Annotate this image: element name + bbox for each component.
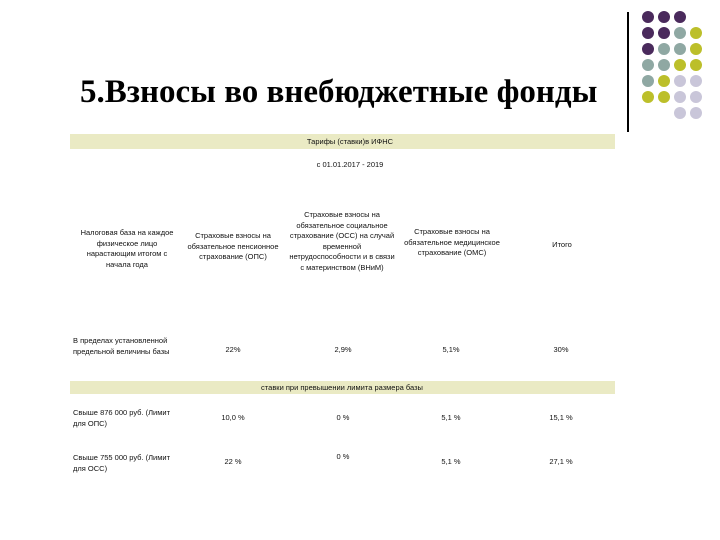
decor-dot <box>642 59 654 71</box>
cell-oms: 5,1 % <box>441 413 461 422</box>
row-label: Свыше 755 000 руб. (Лимит для ОСС) <box>73 453 171 473</box>
decor-dot <box>658 75 670 87</box>
cell-oss: 0 % <box>336 413 350 422</box>
decor-dot <box>674 11 686 23</box>
row-label: В пределах установленной предельной величины базы <box>73 336 170 356</box>
title-divider-line <box>627 12 629 132</box>
period-label: с 01.01.2017 - 2019 <box>316 160 384 169</box>
decor-dot <box>642 91 654 103</box>
decor-dot <box>690 59 702 71</box>
cell-ops: 22% <box>225 345 241 354</box>
decor-dot <box>690 43 702 55</box>
decor-dot <box>642 27 654 39</box>
cell-total: 30% <box>553 345 569 354</box>
decor-dot <box>658 43 670 55</box>
decor-dot <box>642 11 654 23</box>
column-header-ops: Страховые взносы на обязательное пенсионное страхование (ОПС) <box>187 231 279 261</box>
decor-dot <box>674 27 686 39</box>
decor-dot <box>658 11 670 23</box>
row-label: Свыше 876 000 руб. (Лимит для ОПС) <box>73 408 171 428</box>
decor-dot <box>674 91 686 103</box>
cell-total: 27,1 % <box>549 457 573 466</box>
cell-oss: 0 % <box>336 452 350 461</box>
decor-dot <box>674 43 686 55</box>
slide-title: 5.Взносы во внебюджетные фонды <box>80 74 598 110</box>
decor-dot <box>690 27 702 39</box>
decor-dot <box>690 75 702 87</box>
exceed-band-label: ставки при превышении лимита размера базы <box>261 383 423 392</box>
cell-oms: 5,1 % <box>441 457 461 466</box>
column-header-oms: Страховые взносы на обязательное медицинское страхование (ОМС) <box>404 227 500 257</box>
column-header-total: Итого <box>552 240 572 249</box>
cell-oss: 2,9% <box>334 345 352 354</box>
cell-oms: 5,1% <box>442 345 460 354</box>
decor-dot <box>658 91 670 103</box>
column-header-base: Налоговая база на каждое физическое лицо нарастающим итогом с начала года <box>80 228 174 269</box>
decor-dot <box>642 75 654 87</box>
decor-dot <box>674 59 686 71</box>
decor-dot <box>658 59 670 71</box>
cell-ops: 22 % <box>224 457 242 466</box>
decor-dot <box>658 27 670 39</box>
cell-total: 15,1 % <box>549 413 573 422</box>
decor-dot <box>690 91 702 103</box>
column-header-oss: Страховые взносы на обязательное социальное страхование (ОСС) на случай временной нетрудоспособности и в связи с материнством (ВНиМ) <box>289 210 395 272</box>
decor-dot <box>690 107 702 119</box>
decor-dot <box>674 75 686 87</box>
header-band-label: Тарифы (ставки)в ИФНС <box>306 137 394 146</box>
decor-dot <box>642 43 654 55</box>
decor-dot <box>674 107 686 119</box>
cell-ops: 10,0 % <box>221 413 245 422</box>
